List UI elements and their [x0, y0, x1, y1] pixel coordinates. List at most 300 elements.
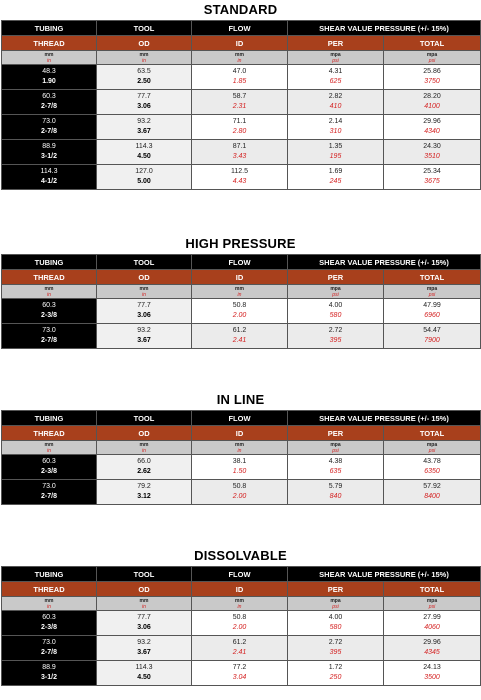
header-row-group: [2, 411, 481, 426]
header-cell: SHEAR VALUE PRESSURE (+/- 15%): [288, 411, 481, 426]
metric-value: 87.1: [232, 143, 247, 150]
header-cell: TUBING: [2, 21, 97, 36]
table-cell: [288, 115, 384, 140]
header-cell: SHEAR VALUE PRESSURE (+/- 15%): [288, 21, 481, 36]
table-cell: [288, 90, 384, 115]
metric-value: 66.0: [137, 458, 151, 465]
imperial-value: 5.00: [137, 178, 151, 185]
unit-imperial: in: [47, 447, 51, 454]
metric-value: 63.5: [137, 68, 151, 75]
imperial-value: 195: [329, 153, 342, 160]
column-header: ID: [192, 270, 288, 285]
metric-value: 93.2: [137, 118, 151, 125]
header-cell: SHEAR VALUE PRESSURE (+/- 15%): [288, 255, 481, 270]
section-high-pressure: [0, 234, 481, 349]
imperial-value: 4340: [424, 128, 440, 135]
imperial-value: 3.06: [137, 312, 151, 319]
imperial-value: 2.41: [232, 649, 247, 656]
column-header: PER: [288, 36, 384, 51]
spec-table: [1, 20, 481, 190]
column-header: ID: [192, 426, 288, 441]
table-row: [2, 115, 481, 140]
column-header: PER: [288, 270, 384, 285]
metric-value: 114.3: [40, 168, 58, 175]
imperial-value: 3.04: [232, 674, 247, 681]
imperial-value: 2.00: [232, 493, 247, 500]
unit-imperial: psi: [332, 447, 339, 454]
header-cell: FLOW: [192, 411, 288, 426]
header-cell: FLOW: [192, 21, 288, 36]
table-cell: [192, 324, 288, 349]
table-cell: [97, 165, 192, 190]
unit-metric: mm: [139, 285, 149, 292]
unit-cell: [288, 597, 384, 611]
unit-metric: mm: [139, 441, 149, 448]
metric-value: 60.3: [42, 93, 56, 100]
imperial-value: 2-7/8: [41, 103, 57, 110]
metric-value: 57.92: [423, 483, 441, 490]
metric-value: 77.7: [137, 93, 151, 100]
unit-cell: [384, 597, 481, 611]
metric-value: 77.2: [232, 664, 247, 671]
imperial-value: 4.43: [232, 178, 247, 185]
table-row: [2, 480, 481, 505]
unit-metric: mm: [44, 285, 54, 292]
imperial-value: 6960: [424, 312, 440, 319]
imperial-value: 2-3/8: [41, 312, 57, 319]
imperial-value: 2-7/8: [41, 649, 57, 656]
table-cell: [384, 636, 481, 661]
column-header: PER: [288, 426, 384, 441]
metric-value: 50.8: [232, 614, 247, 621]
imperial-value: 4-1/2: [41, 178, 57, 185]
unit-metric: mm: [139, 51, 149, 58]
header-cell: TOOL: [97, 411, 192, 426]
section-title: IN LINE: [216, 392, 265, 407]
imperial-value: 4060: [424, 624, 440, 631]
table-cell: [192, 65, 288, 90]
table-cell: [384, 90, 481, 115]
column-header: ID: [192, 582, 288, 597]
table-cell: [97, 661, 192, 686]
table-cell: [97, 90, 192, 115]
metric-value: 28.20: [423, 93, 441, 100]
unit-imperial: psi: [428, 447, 436, 454]
header-cell: TUBING: [2, 411, 97, 426]
unit-cell: [2, 51, 97, 65]
imperial-value: 2-7/8: [41, 128, 57, 135]
table-row: [2, 140, 481, 165]
unit-metric: mm: [44, 51, 54, 58]
unit-cell: [192, 285, 288, 299]
table-cell: [2, 455, 97, 480]
unit-imperial: in: [142, 603, 146, 610]
metric-value: 71.1: [232, 118, 247, 125]
header-cell: SHEAR VALUE PRESSURE (+/- 15%): [288, 567, 481, 582]
imperial-value: 3.67: [137, 337, 151, 344]
table-cell: [384, 65, 481, 90]
table-row: [2, 611, 481, 636]
imperial-value: 3.67: [137, 128, 151, 135]
unit-cell: [97, 597, 192, 611]
imperial-value: 2-7/8: [41, 493, 57, 500]
unit-cell: [97, 51, 192, 65]
unit-metric: mpa: [426, 597, 438, 604]
table-cell: [192, 299, 288, 324]
table-row: [2, 661, 481, 686]
imperial-value: 635: [329, 468, 342, 475]
column-header: PER: [288, 582, 384, 597]
metric-value: 2.72: [328, 327, 343, 334]
unit-metric: mm: [44, 441, 54, 448]
metric-value: 58.7: [232, 93, 247, 100]
imperial-value: 580: [329, 624, 342, 631]
table-cell: [192, 455, 288, 480]
table-cell: [384, 115, 481, 140]
header-cell: FLOW: [192, 255, 288, 270]
metric-value: 1.69: [328, 168, 343, 175]
imperial-value: 4345: [424, 649, 440, 656]
table-cell: [2, 165, 97, 190]
unit-imperial: in: [47, 603, 51, 610]
imperial-value: 245: [329, 178, 342, 185]
section-title: STANDARD: [203, 2, 278, 17]
unit-metric: mm: [235, 441, 244, 448]
column-header: OD: [97, 426, 192, 441]
table-cell: [192, 636, 288, 661]
table-cell: [384, 324, 481, 349]
metric-value: 25.34: [423, 168, 441, 175]
metric-value: 4.31: [328, 68, 343, 75]
metric-value: 73.0: [42, 118, 56, 125]
table-cell: [192, 165, 288, 190]
table-cell: [97, 140, 192, 165]
section-title: DISSOLVABLE: [194, 548, 287, 563]
metric-value: 4.38: [328, 458, 343, 465]
imperial-value: 1.85: [232, 78, 247, 85]
table-cell: [2, 661, 97, 686]
metric-value: 50.8: [232, 302, 247, 309]
table-cell: [288, 299, 384, 324]
metric-value: 127.0: [135, 168, 153, 175]
unit-imperial: in: [237, 447, 242, 454]
imperial-value: 3.67: [137, 649, 151, 656]
unit-metric: mm: [139, 597, 149, 604]
column-header: OD: [97, 582, 192, 597]
unit-imperial: in: [237, 57, 242, 64]
metric-value: 27.99: [423, 614, 441, 621]
unit-cell: [2, 597, 97, 611]
unit-cell: [288, 51, 384, 65]
column-header: OD: [97, 36, 192, 51]
metric-value: 25.86: [423, 68, 441, 75]
column-header: TOTAL: [384, 36, 481, 51]
table-row: [2, 636, 481, 661]
section-standard: [0, 0, 481, 190]
table-cell: [288, 165, 384, 190]
metric-value: 61.2: [232, 639, 247, 646]
imperial-value: 2-3/8: [41, 624, 57, 631]
table-cell: [2, 140, 97, 165]
column-header: THREAD: [2, 582, 97, 597]
imperial-value: 2.00: [232, 624, 247, 631]
unit-imperial: in: [142, 57, 146, 64]
header-cell: TUBING: [2, 567, 97, 582]
table-cell: [97, 324, 192, 349]
header-row-columns: [2, 582, 481, 597]
table-cell: [192, 115, 288, 140]
metric-value: 93.2: [137, 327, 151, 334]
metric-value: 48.3: [42, 68, 56, 75]
imperial-value: 4100: [424, 103, 440, 110]
table-cell: [384, 480, 481, 505]
table-cell: [2, 65, 97, 90]
header-row-group: [2, 255, 481, 270]
unit-imperial: psi: [332, 603, 339, 610]
table-cell: [384, 661, 481, 686]
header-cell: TOOL: [97, 21, 192, 36]
metric-value: 24.13: [423, 664, 441, 671]
table-cell: [288, 324, 384, 349]
imperial-value: 4.50: [137, 674, 151, 681]
unit-cell: [97, 285, 192, 299]
unit-metric: mpa: [330, 597, 341, 604]
table-cell: [384, 165, 481, 190]
unit-imperial: in: [47, 57, 51, 64]
unit-metric: mm: [44, 597, 54, 604]
table-cell: [288, 611, 384, 636]
unit-metric: mpa: [426, 441, 438, 448]
imperial-value: 250: [329, 674, 342, 681]
unit-imperial: psi: [428, 291, 436, 298]
imperial-value: 3.06: [137, 624, 151, 631]
table-row: [2, 90, 481, 115]
metric-value: 1.35: [328, 143, 343, 150]
header-row-columns: [2, 270, 481, 285]
column-header: TOTAL: [384, 270, 481, 285]
header-cell: TOOL: [97, 567, 192, 582]
table-cell: [97, 299, 192, 324]
table-cell: [97, 611, 192, 636]
imperial-value: 2.31: [232, 103, 247, 110]
metric-value: 114.3: [135, 664, 153, 671]
metric-value: 93.2: [137, 639, 151, 646]
units-row: [2, 285, 481, 299]
metric-value: 60.3: [42, 302, 56, 309]
metric-value: 2.72: [328, 639, 343, 646]
table-cell: [2, 636, 97, 661]
metric-value: 77.7: [137, 302, 151, 309]
unit-cell: [384, 441, 481, 455]
imperial-value: 3.43: [232, 153, 247, 160]
imperial-value: 3-1/2: [41, 153, 57, 160]
unit-imperial: in: [237, 291, 242, 298]
table-cell: [2, 115, 97, 140]
table-cell: [288, 65, 384, 90]
table-cell: [97, 115, 192, 140]
imperial-value: 2.50: [137, 78, 151, 85]
section-in-line: [0, 390, 481, 505]
unit-cell: [384, 51, 481, 65]
imperial-value: 3510: [424, 153, 440, 160]
table-cell: [384, 299, 481, 324]
spec-table: [1, 254, 481, 349]
unit-cell: [288, 285, 384, 299]
metric-value: 1.72: [328, 664, 343, 671]
unit-imperial: psi: [428, 603, 436, 610]
metric-value: 43.78: [423, 458, 441, 465]
table-cell: [192, 140, 288, 165]
imperial-value: 2-3/8: [41, 468, 57, 475]
metric-value: 114.3: [135, 143, 153, 150]
unit-cell: [288, 441, 384, 455]
unit-imperial: in: [237, 603, 242, 610]
unit-imperial: psi: [332, 291, 339, 298]
table-cell: [2, 611, 97, 636]
column-header: THREAD: [2, 426, 97, 441]
metric-value: 5.79: [328, 483, 343, 490]
imperial-value: 3.12: [137, 493, 151, 500]
unit-metric: mpa: [330, 285, 341, 292]
imperial-value: 410: [329, 103, 342, 110]
header-row-group: [2, 567, 481, 582]
table-cell: [288, 636, 384, 661]
header-row-columns: [2, 426, 481, 441]
metric-value: 50.8: [232, 483, 247, 490]
table-row: [2, 165, 481, 190]
metric-value: 60.3: [42, 458, 56, 465]
metric-value: 60.3: [42, 614, 56, 621]
metric-value: 73.0: [42, 327, 56, 334]
column-header: THREAD: [2, 270, 97, 285]
section-title: HIGH PRESSURE: [185, 236, 296, 251]
unit-imperial: psi: [332, 57, 339, 64]
units-row: [2, 51, 481, 65]
metric-value: 77.7: [137, 614, 151, 621]
imperial-value: 1.90: [42, 78, 56, 85]
unit-metric: mpa: [330, 51, 341, 58]
metric-value: 4.00: [328, 302, 343, 309]
table-cell: [192, 480, 288, 505]
header-row-columns: [2, 36, 481, 51]
metric-value: 2.14: [328, 118, 343, 125]
section-dissolvable: [0, 546, 481, 686]
imperial-value: 1.50: [232, 468, 247, 475]
unit-metric: mpa: [426, 51, 438, 58]
table-row: [2, 324, 481, 349]
imperial-value: 8400: [424, 493, 440, 500]
unit-metric: mpa: [426, 285, 438, 292]
metric-value: 79.2: [137, 483, 151, 490]
imperial-value: 2.80: [232, 128, 247, 135]
table-cell: [97, 65, 192, 90]
unit-cell: [97, 441, 192, 455]
table-cell: [384, 611, 481, 636]
metric-value: 38.1: [232, 458, 247, 465]
table-cell: [288, 480, 384, 505]
metric-value: 4.00: [328, 614, 343, 621]
table-cell: [97, 480, 192, 505]
metric-value: 54.47: [423, 327, 441, 334]
metric-value: 2.82: [328, 93, 343, 100]
unit-metric: mm: [235, 285, 244, 292]
metric-value: 47.0: [232, 68, 247, 75]
metric-value: 73.0: [42, 483, 56, 490]
unit-cell: [2, 285, 97, 299]
metric-value: 24.30: [423, 143, 441, 150]
imperial-value: 625: [329, 78, 342, 85]
unit-imperial: in: [142, 447, 146, 454]
unit-cell: [192, 597, 288, 611]
metric-value: 112.5: [231, 168, 248, 175]
imperial-value: 3-1/2: [41, 674, 57, 681]
imperial-value: 2.41: [232, 337, 247, 344]
header-cell: TUBING: [2, 255, 97, 270]
table-cell: [2, 480, 97, 505]
imperial-value: 3750: [424, 78, 440, 85]
units-row: [2, 597, 481, 611]
column-header: TOTAL: [384, 582, 481, 597]
imperial-value: 6350: [424, 468, 440, 475]
table-cell: [288, 140, 384, 165]
imperial-value: 395: [329, 337, 342, 344]
metric-value: 61.2: [232, 327, 247, 334]
units-row: [2, 441, 481, 455]
spec-table: [1, 410, 481, 505]
table-cell: [384, 140, 481, 165]
imperial-value: 3.06: [137, 103, 151, 110]
table-cell: [2, 90, 97, 115]
unit-imperial: psi: [428, 57, 436, 64]
table-cell: [2, 299, 97, 324]
column-header: TOTAL: [384, 426, 481, 441]
table-cell: [97, 636, 192, 661]
imperial-value: 395: [329, 649, 342, 656]
table-cell: [97, 455, 192, 480]
table-row: [2, 299, 481, 324]
table-cell: [288, 661, 384, 686]
metric-value: 73.0: [42, 639, 56, 646]
table-row: [2, 455, 481, 480]
column-header: THREAD: [2, 36, 97, 51]
imperial-value: 840: [329, 493, 342, 500]
column-header: OD: [97, 270, 192, 285]
unit-metric: mpa: [330, 441, 341, 448]
imperial-value: 580: [329, 312, 342, 319]
table-cell: [192, 611, 288, 636]
imperial-value: 3675: [424, 178, 440, 185]
table-cell: [2, 324, 97, 349]
table-cell: [384, 455, 481, 480]
imperial-value: 2.00: [232, 312, 247, 319]
header-cell: TOOL: [97, 255, 192, 270]
table-cell: [192, 661, 288, 686]
unit-cell: [192, 441, 288, 455]
unit-imperial: in: [47, 291, 51, 298]
unit-cell: [2, 441, 97, 455]
unit-cell: [384, 285, 481, 299]
imperial-value: 310: [329, 128, 342, 135]
imperial-value: 3500: [424, 674, 440, 681]
metric-value: 88.9: [42, 664, 56, 671]
imperial-value: 2-7/8: [41, 337, 57, 344]
table-row: [2, 65, 481, 90]
unit-cell: [192, 51, 288, 65]
unit-metric: mm: [235, 51, 244, 58]
spec-table: [1, 566, 481, 686]
metric-value: 47.99: [423, 302, 441, 309]
table-cell: [288, 455, 384, 480]
